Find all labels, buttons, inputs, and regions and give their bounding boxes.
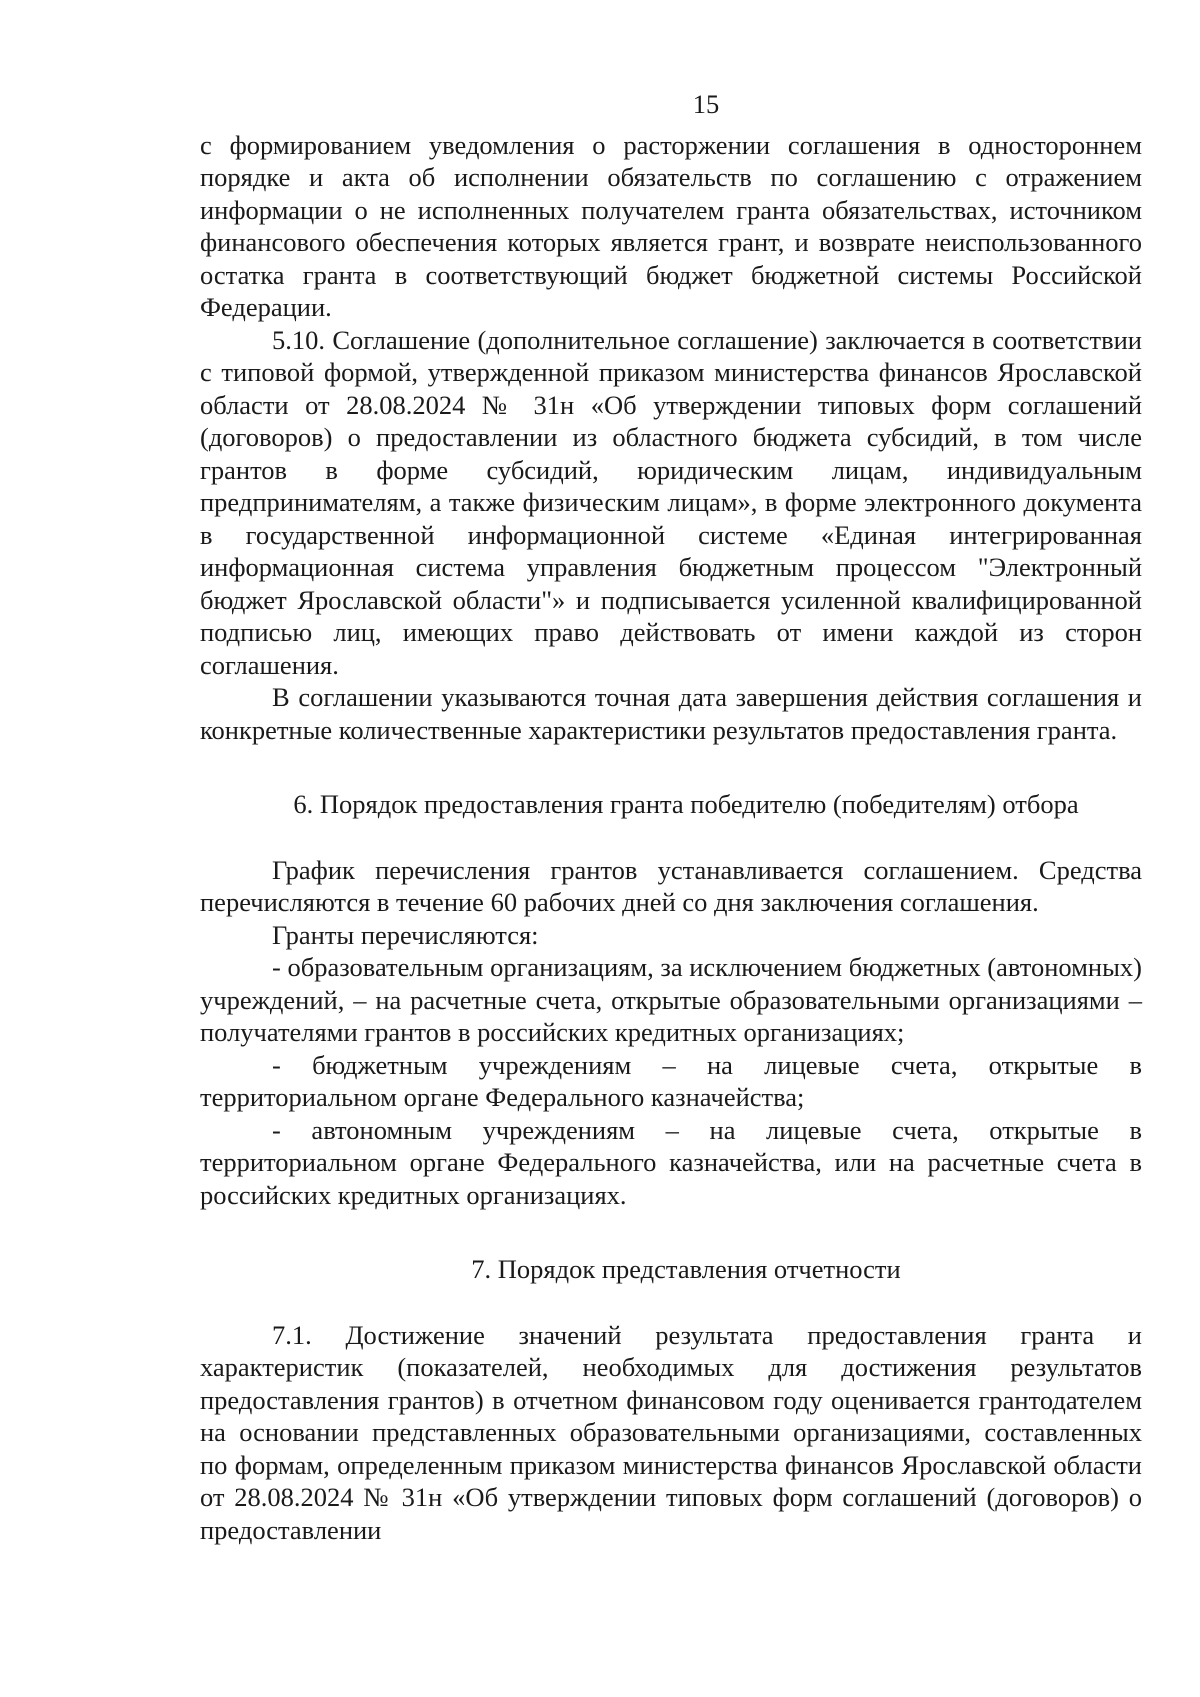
- paragraph-continuation: с формированием уведомления о расторжении соглашения в одностороннем порядке и акта об исполнении обязательств по соглашению с отражением информации о не исполненных получателем гранта обязательствах, источником финансового обеспечения которых является грант, и возврате неиспользованного остатка гранта в соответствующий бюджет бюджетной системы Российской Федерации.: [200, 129, 1142, 322]
- list-item-budget-institutions: - бюджетным учреждениям – на лицевые счета, открытые в территориальном органе Федерального казначейства;: [200, 1049, 1142, 1112]
- paragraph-transfer-schedule: График перечисления грантов устанавливается соглашением. Средства перечисляются в течение 60 рабочих дней со дня заключения соглашения.: [200, 854, 1142, 917]
- page-number: 15: [692, 89, 720, 119]
- paragraph-agreement-details: В соглашении указываются точная дата завершения действия соглашения и конкретные количественные характеристики результатов предоставления гранта.: [200, 682, 1142, 745]
- section-heading-7: 7. Порядок представления отчетности: [471, 1254, 901, 1284]
- paragraph-7-1: 7.1. Достижение значений результата предоставления гранта и характеристик (показателей, необходимых для достижения результатов предоставления грантов) в отчетном финансовом году оценивается грантодателем на основании представленных образовательными организациями, составленных по формам, определенным приказом министерства финансов Ярославской области от 28.08.2024 № 31н «Об утверждении типовых форм соглашений (договоров) о предоставлении: [200, 1319, 1142, 1545]
- paragraph-5-10: 5.10. Соглашение (дополнительное соглашение) заключается в соответствии с типовой формой, утвержденной приказом министерства финансов Ярославской области от 28.08.2024 № 31н «Об утверждении типовых форм соглашений (договоров) о предоставлении из областного бюджета субсидий, в том числе грантов в форме субсидий, юридическим лицам, индивидуальным предпринимателям, а также физическим лицам», в форме электронного документа в государственной информационной системе «Единая интегрированная информационная система управления бюджетным процессом "Электронный бюджет Ярославской области"» и подписывается усиленной квалифицированной подписью лиц, имеющих право действовать от имени каждой из сторон соглашения.: [200, 324, 1142, 680]
- section-heading-6: 6. Порядок предоставления гранта победителю (победителям) отбора: [293, 789, 1079, 819]
- list-item-autonomous-institutions: - автономным учреждениям – на лицевые счета, открытые в территориальном органе Федерального казначейства, или на расчетные счета в российских кредитных организациях.: [200, 1114, 1142, 1210]
- list-item-educational-organizations: - образовательным организациям, за исключением бюджетных (автономных) учреждений, – на расчетные счета, открытые образовательными организациями – получателями грантов в российских кредитных организациях;: [200, 952, 1142, 1047]
- paragraph-grants-intro: Гранты перечисляются:: [272, 919, 539, 950]
